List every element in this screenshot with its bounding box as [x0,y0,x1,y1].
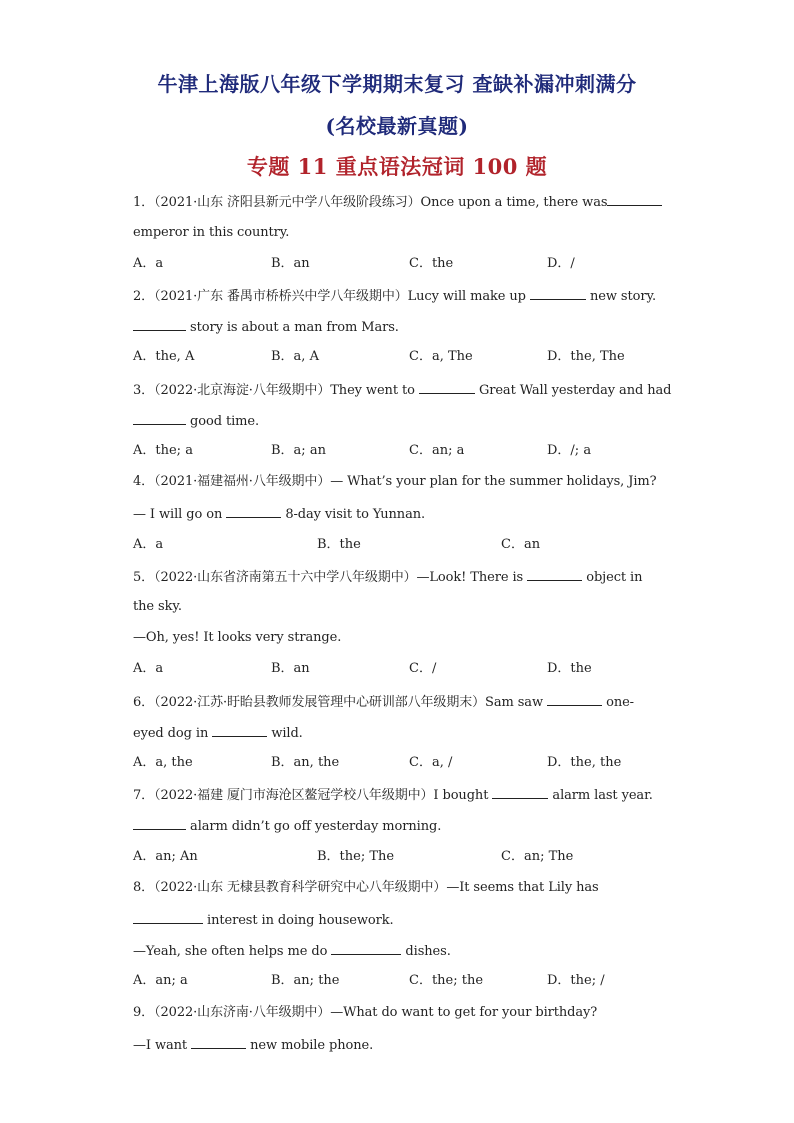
question-2-stem: 2．（2021·广东 番禺市桥桥兴中学八年级期中）Lucy will make up new story. [133,289,657,304]
question-7-option-c: C．an; The [501,849,574,864]
question-7-option-a: A．an; An [133,849,198,864]
question-4-option-b: B．the [317,537,361,552]
document-subtitle: (名校最新真题) [325,114,469,138]
answer-blank [133,318,186,331]
question-8-stem: 8．（2022·山东 无棣县教育科学研究中心八年级期中）—It seems that Lily has [133,880,599,895]
question-5-option-b: B．an [271,661,310,676]
question-8-option-c: C．the; the [409,973,484,988]
answer-blank [331,942,401,955]
question-5-option-d: D．the [547,661,592,676]
question-4-option-c: C．an [501,537,541,552]
document-title: 牛津上海版八年级下学期期末复习 查缺补漏冲刺满分 [157,72,637,96]
answer-blank [607,193,662,206]
answer-blank [527,568,582,581]
question-2-option-c: C．a, The [409,349,473,364]
question-2-option-d: D．the, The [547,349,625,364]
answer-blank [492,786,548,799]
question-3-stem-cont: good time. [133,412,259,430]
answer-blank [419,381,475,394]
question-3-option-c: C．an; a [409,443,465,458]
question-5-option-a: A．a [133,661,164,676]
question-5-option-c: C．/ [409,661,437,676]
question-6-option-c: C．a, / [409,755,453,770]
question-6-stem: 6．（2022·江苏·盱眙县教师发展管理中心研训部八年级期末）Sam saw one- [133,695,634,710]
answer-blank [226,505,281,518]
question-3-option-b: B．a; an [271,443,326,458]
question-5-stem-cont: the sky. [133,599,182,614]
topic-heading: 专题 11 重点语法冠词 100 题 [246,154,548,179]
question-4-stem: 4．（2021·福建福州·八年级期中）— What’s your plan for the summer holidays, Jim? [133,474,657,489]
question-5-dialogue: —Oh, yes! It looks very strange. [133,630,342,645]
question-2-option-b: B．a, A [271,349,319,364]
question-5-stem: 5．（2022·山东省济南第五十六中学八年级期中）—Look! There is object in [133,570,643,585]
question-8-stem-cont: interest in doing housework. [133,911,394,929]
answer-blank [191,1036,246,1049]
question-1-option-c: C．the [409,256,454,271]
question-8-option-b: B．an; the [271,973,340,988]
question-8-option-a: A．an; a [133,973,188,988]
answer-blank [133,412,186,425]
question-9-stem: 9．（2022·山东济南·八年级期中）—What do want to get for your birthday? [133,1005,598,1020]
question-2-stem-cont: story is about a man from Mars. [133,318,399,336]
question-7-stem: 7．（2022·福建 厦门市海沧区鳌冠学校八年级期中）I bought alarm last year. [133,788,653,803]
question-3-option-d: D．/; a [547,443,592,458]
question-1-option-d: D．/ [547,256,575,271]
question-7-stem-cont: alarm didn’t go off yesterday morning. [133,817,441,835]
question-1-option-a: A．a [133,256,164,271]
answer-blank [133,911,203,924]
answer-blank [547,693,602,706]
answer-blank [212,724,267,737]
question-1-stem: 1．（2021·山东 济阳县新元中学八年级阶段练习）Once upon a time, there was [133,193,662,211]
question-9-dialogue: —I want new mobile phone. [133,1038,374,1053]
question-3-stem: 3．（2022·北京海淀·八年级期中）They went to Great Wall yesterday and had [133,383,672,398]
answer-blank [133,817,186,830]
question-6-option-d: D．the, the [547,755,622,770]
question-3-option-a: A．the; a [133,443,193,458]
question-8-option-d: D．the; / [547,973,605,988]
question-4-stem-cont: — I will go on 8-day visit to Yunnan. [133,507,426,522]
question-6-option-b: B．an, the [271,755,340,770]
question-1-option-b: B．an [271,256,310,271]
question-8-dialogue: —Yeah, she often helps me do dishes. [133,944,451,959]
question-6-stem-cont: eyed dog in wild. [133,726,303,741]
question-1-stem-cont: emperor in this country. [133,225,290,240]
question-4-option-a: A．a [133,537,164,552]
question-6-option-a: A．a, the [133,755,193,770]
question-2-option-a: A．the, A [133,349,195,364]
answer-blank [530,287,586,300]
question-7-option-b: B．the; The [317,849,395,864]
